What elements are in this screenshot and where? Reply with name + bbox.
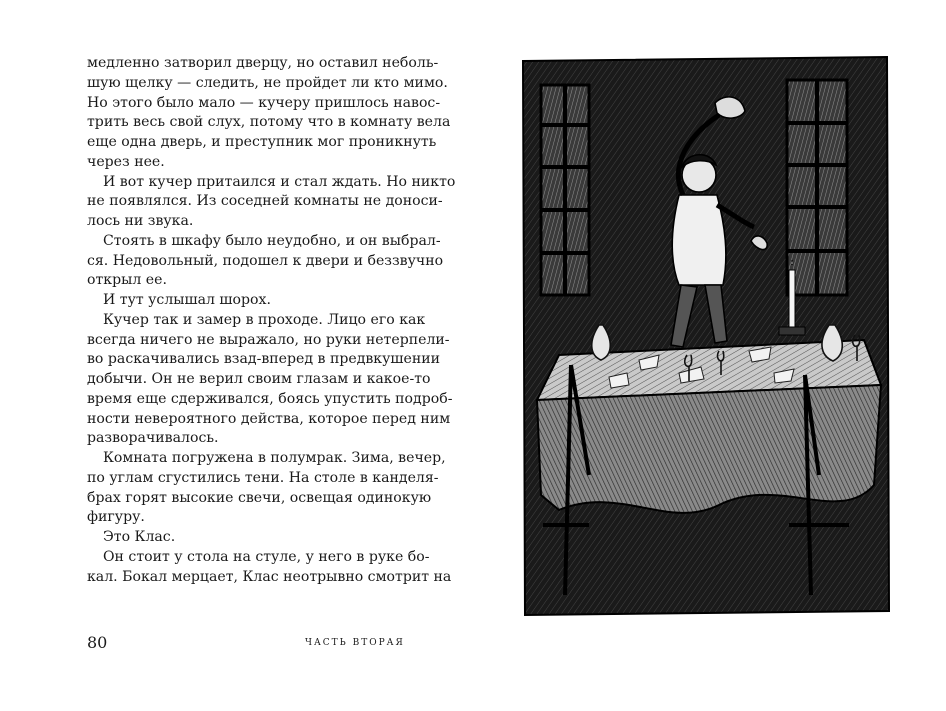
text-line: не появлялся. Из соседней комнаты не доноси-	[87, 193, 443, 210]
text-line: медленно затворил дверцу, но оставил неболь-	[87, 55, 439, 71]
text-line: ся. Недовольный, подошел к двери и беззвучно	[87, 252, 444, 269]
text-line: Комната погружена в полумрак. Зима, вечер,	[103, 450, 446, 466]
body-text	[87, 54, 456, 587]
text-line: еще одна дверь, и преступник мог проникнуть	[87, 134, 437, 150]
text-line: брах горят высокие свечи, освещая одинокую	[87, 489, 432, 506]
left-window	[541, 85, 589, 295]
text-line: во раскачивались взад-вперед в предвкушении	[87, 351, 441, 368]
text-line: добычи. Он не верил своим глазам и какое-то	[87, 371, 431, 387]
right-window	[787, 80, 847, 295]
ink-illustration	[519, 55, 891, 618]
text-line: Это Клас.	[103, 529, 176, 545]
text-line: И вот кучер притаился и стал ждать. Но никто	[103, 173, 456, 190]
text-line: через нее.	[87, 153, 165, 170]
text-line: открыл ее.	[87, 272, 167, 289]
text-line: Он стоит у стола на стуле, у него в руке бо-	[103, 548, 430, 565]
text-line: всегда ничего не выражало, но руки нетерпели-	[87, 331, 450, 348]
text-line: Но этого было мало — кучеру пришлось навос-	[87, 94, 441, 111]
text-line: шую щелку — следить, не пройдет ли кто мимо.	[87, 74, 448, 91]
text-line: по углам сгустились тени. На столе в канделя-	[87, 469, 439, 486]
text-line: время еще сдерживался, боясь упустить подроб-	[87, 390, 453, 407]
text-line: Стоять в шкафу было неудобно, и он выбрал-	[103, 232, 441, 249]
text-line: трить весь свой слух, потому что в комнату вела	[87, 114, 451, 131]
text-line: И тут услышал шорох.	[103, 292, 271, 308]
text-line: ности невероятного действа, которое перед ним	[87, 410, 451, 427]
tablecloth	[537, 385, 881, 513]
text-line: разворачивалось.	[87, 430, 219, 447]
page-number: 80	[87, 633, 108, 652]
text-line: фигуру.	[87, 509, 145, 526]
text-line: лось ни звука.	[87, 213, 194, 229]
running-head: ЧАСТЬ ВТОРАЯ	[305, 638, 405, 648]
text-line: Кучер так и замер в проходе. Лицо его как	[103, 311, 426, 328]
text-line: кал. Бокал мерцает, Клас неотрывно смотрит на	[87, 568, 452, 585]
